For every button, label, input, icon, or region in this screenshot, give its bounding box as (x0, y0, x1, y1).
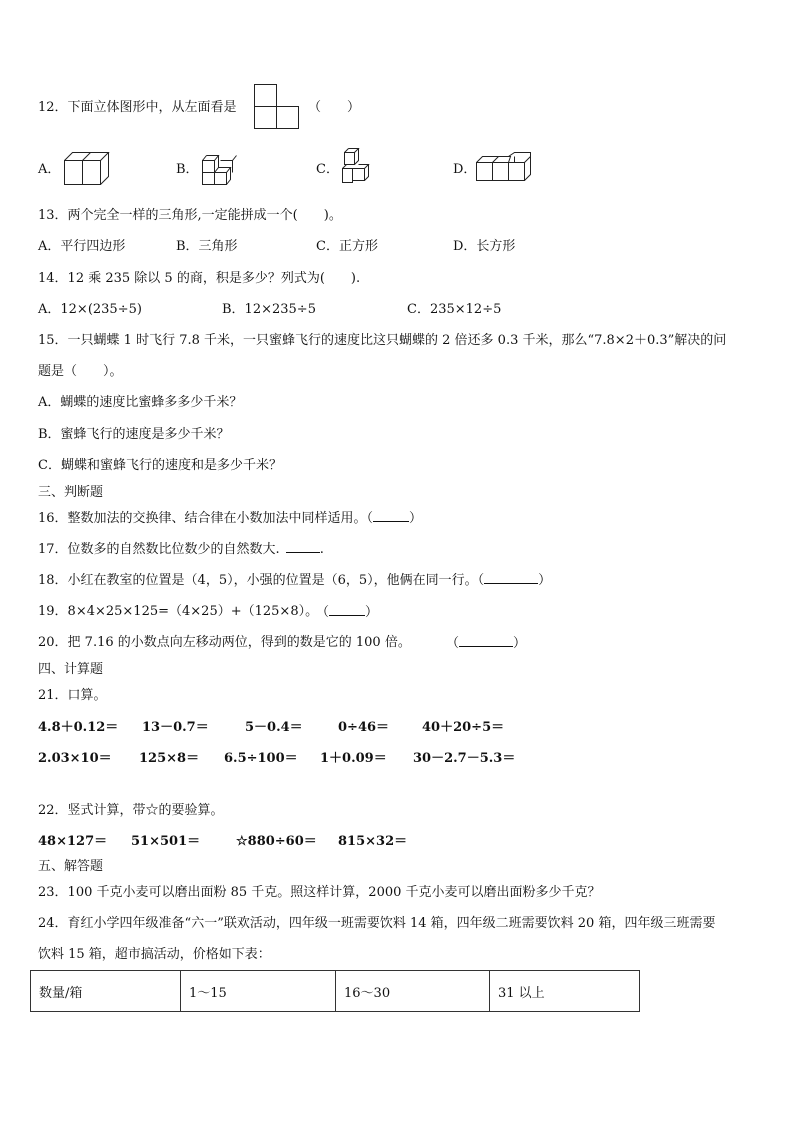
section-3-heading: 三、判断题 (38, 485, 104, 500)
q19-open: （ (316, 605, 330, 620)
q21-item-7: 125×8＝ (139, 751, 200, 766)
q14-option-a[interactable]: A．12×(235÷5) (38, 302, 142, 317)
q12-option-d[interactable]: D． (453, 162, 477, 177)
q20-answer (446, 634, 526, 653)
q15-option-a[interactable]: A．蝴蝶的速度比蜜蜂多多少千米？ (38, 395, 243, 410)
q18-close: ） (538, 573, 552, 588)
q16-close: ） (409, 511, 423, 526)
q13-option-b[interactable]: B．三角形 (176, 239, 238, 254)
q20-open: （ (446, 636, 460, 651)
q21-item-3: 5－0.4＝ (245, 720, 303, 735)
q14-text: 14．12 乘 235 除以 5 的商，积是多少？列式为( ). (38, 271, 361, 286)
q21-item-2: 13－0.7＝ (142, 720, 209, 735)
q18-stem: 18．小红在教室的位置是（4，5），小强的位置是（6，5），他俩在同一行。（ (38, 573, 485, 588)
q12-text (38, 99, 237, 117)
table-cell-range-1: 1～15 (181, 971, 336, 1012)
q22-item-3: ☆880÷60＝ (236, 834, 317, 849)
q24-text-line1: 24．育红小学四年级准备“六一”联欢活动，四年级一班需要饮料 14 箱，四年级二班需要饮料 20 箱，四年级三班需要 (38, 916, 716, 931)
q17-stem: 17．位数多的自然数比位数少的自然数大. (38, 542, 280, 557)
q19-text (38, 603, 318, 621)
q17-close: . (319, 542, 324, 557)
q20-text (38, 634, 411, 652)
q21-item-1: 4.8＋0.12＝ (38, 720, 119, 735)
q17-text (38, 540, 324, 559)
q13-option-d[interactable]: D．长方形 (453, 239, 516, 254)
q16-answer-blank[interactable] (373, 509, 409, 522)
q21-item-8: 6.5÷100＝ (224, 751, 298, 766)
q22-item-2: 51×501＝ (131, 834, 201, 849)
q19-stem: 19．8×4×25×125=（4×25）+（125×8）。 (38, 604, 319, 619)
q15-option-c[interactable]: C．蝴蝶和蜜蜂飞行的速度和是多少千米？ (38, 458, 282, 473)
table-cell-quantity-header: 数量/箱 (31, 971, 181, 1012)
q21-item-5: 40＋20÷5＝ (422, 720, 505, 735)
q13-text: 13．两个完全一样的三角形,一定能拼成一个( )。 (38, 208, 342, 223)
q15-text-line2: 题是（ ）。 (38, 364, 123, 379)
q21-item-9: 1＋0.09＝ (320, 751, 387, 766)
table-row (31, 971, 640, 1012)
q17-answer-blank[interactable] (286, 540, 320, 553)
q12-paren: （ ） (308, 100, 361, 115)
section-4-heading: 四、计算题 (38, 662, 104, 677)
q23-text: 23．100 千克小麦可以磨出面粉 85 千克。照这样计算，2000 千克小麦可以磨出面粉多少千克？ (38, 885, 601, 900)
q12-option-b-cubes-figure (200, 150, 244, 190)
q12-option-c[interactable]: C． (316, 162, 339, 177)
section-5-heading: 五、解答题 (38, 859, 104, 874)
table-cell-range-3: 31 以上 (490, 971, 640, 1012)
q12-option-b[interactable]: B． (176, 162, 199, 177)
table-cell-range-2: 16～30 (336, 971, 490, 1012)
q18-text (38, 571, 551, 590)
q12-option-d-cubes-figure (476, 152, 536, 186)
q24-price-table (30, 970, 640, 1012)
q12-option-a[interactable]: A． (38, 162, 61, 177)
q19-answer-blank[interactable] (329, 603, 365, 616)
q24-text-line2: 饮料 15 箱，超市搞活动，价格如下表： (38, 947, 271, 962)
q20-stem: 20．把 7.16 的小数点向左移动两位，得到的数是它的 100 倍。 (38, 635, 411, 650)
q21-item-4: 0÷46＝ (338, 720, 390, 735)
q21-text: 21．口算。 (38, 688, 107, 703)
q14-option-c[interactable]: C．235×12÷5 (407, 302, 502, 317)
q20-close: ） (513, 636, 527, 651)
q22-text: 22．竖式计算，带☆的要验算。 (38, 803, 224, 818)
q12-stem: 12．下面立体图形中，从左面看是 (38, 100, 237, 115)
q16-text (38, 509, 422, 528)
q22-item-4: 815×32＝ (338, 834, 408, 849)
q13-option-a[interactable]: A．平行四边形 (38, 239, 126, 254)
q14-option-b[interactable]: B．12×235÷5 (222, 302, 316, 317)
q13-option-c[interactable]: C．正方形 (316, 239, 378, 254)
q12-left-view-figure (254, 84, 300, 130)
q15-text-line1: 15．一只蝴蝶 1 时飞行 7.8 千米，一只蜜蜂飞行的速度比这只蝴蝶的 2 倍还多 0.3 千米，那么“7.8×2＋0.3”解决的问 (38, 333, 727, 348)
q21-item-6: 2.03×10＝ (38, 751, 112, 766)
q12-option-c-cubes-figure (338, 148, 382, 188)
q20-answer-blank[interactable] (459, 634, 513, 647)
q19-close: ） (365, 605, 379, 620)
q15-option-b[interactable]: B．蜜蜂飞行的速度是多少千米？ (38, 427, 230, 442)
q18-answer-blank[interactable] (484, 571, 538, 584)
q22-item-1: 48×127＝ (38, 834, 108, 849)
q21-item-10: 30－2.7－5.3＝ (413, 751, 516, 766)
q16-stem: 16．整数加法的交换律、结合律在小数加法中同样适用。（ (38, 511, 374, 526)
q19-answer (316, 603, 378, 622)
q12-option-a-cubes-figure (64, 150, 118, 186)
